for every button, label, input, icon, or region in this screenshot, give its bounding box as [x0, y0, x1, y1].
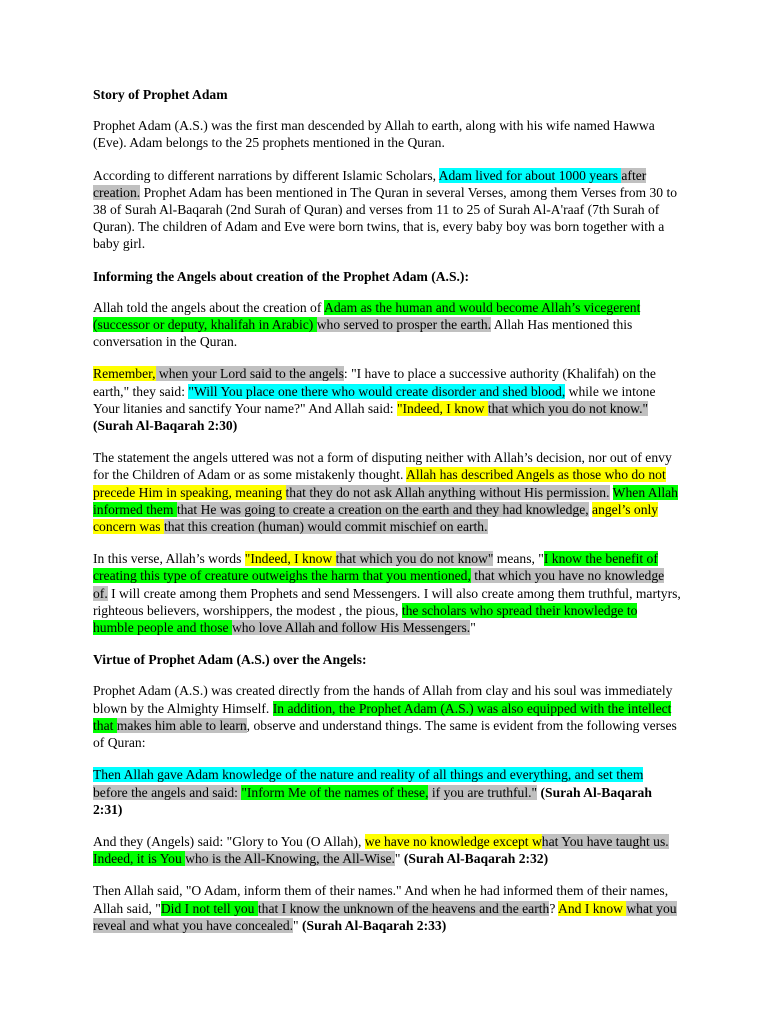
- text-run: And they (Angels) said: "Glory to You (O Allah),: [93, 833, 365, 849]
- text-run: Prophet Adam has been mentioned in The Quran in several Verses, among them Verses from 30 to 38 of Surah Al-Baqarah (2nd Surah of Quran) and verses from 11 to 25 of Surah Al-A'raaf (7th Surah of Quran). The children of Adam and Eve were born twins, that is, every baby boy was born together with a baby girl.: [93, 184, 678, 252]
- text-run-cyan-highlight: Then Allah gave Adam knowledge of the nature and reality of all things and everything, and set them: [93, 767, 644, 783]
- text-run-green-highlight: When Allah informed them: [93, 484, 678, 517]
- text-run-gray-highlight: after creation.: [93, 167, 647, 200]
- text-run: Allah Has mentioned this conversation in the Quran.: [93, 317, 633, 350]
- text-run: ": [394, 851, 404, 867]
- text-run-gray-highlight: that which you have no knowledge of.: [93, 568, 665, 601]
- paragraph-verse-2-32: [93, 833, 681, 867]
- paragraph-creation-from-clay: [93, 682, 681, 751]
- text-run-green-highlight: Did I not tell you: [160, 900, 258, 916]
- text-run: The statement the angels uttered was not a form of disputing neither with Allah’s decision, nor out of envy for the Children of Adam or as some mistakenly thought.: [93, 450, 672, 483]
- text-run: In this verse, Allah’s words: [93, 551, 245, 567]
- text-run-green-highlight: In addition, the Prophet Adam (A.S.) was also equipped with the intellect that: [93, 700, 672, 733]
- text-run: : "I have to place a successive authority (Khalifah) on the earth," they said:: [93, 366, 656, 399]
- paragraph-allah-told-angels: [93, 299, 681, 351]
- paragraph-angels-statement: [93, 449, 681, 535]
- document-page: [93, 86, 681, 949]
- text-run-gray-highlight: what you reveal and what you have concealed.: [93, 900, 677, 933]
- text-run-gray-highlight: that which you do not know": [335, 551, 494, 567]
- text-run-green-highlight: "Inform Me of the names of these,: [241, 784, 429, 800]
- text-run-yellow-highlight: And I know: [558, 900, 627, 916]
- citation-text: (Surah Al-Baqarah 2:30): [93, 418, 238, 434]
- text-run-green-highlight: Adam as the human and would become Allah’s vicegerent (successor or deputy, khalifah in Arabic): [93, 299, 641, 333]
- text-run-yellow-highlight: Remember,: [93, 366, 156, 382]
- text-run: Prophet Adam (A.S.) was created directly from the hands of Allah from clay and his soul was immediately blown by the Almighty Himself.: [93, 683, 673, 716]
- text-run-yellow-highlight: "Indeed, I know: [396, 400, 488, 416]
- document-title: Story of Prophet Adam: [93, 87, 228, 102]
- citation-text: (Surah Al-Baqarah 2:32): [403, 851, 549, 867]
- text-run-yellow-highlight: we have no knowledge except w: [364, 833, 542, 849]
- section-heading-informing-angels: Informing the Angels about creation of the Prophet Adam (A.S.):: [93, 268, 469, 284]
- paragraph-verse-2-31: [93, 766, 681, 818]
- text-run: Then Allah said, "O Adam, inform them of their names." And when he had informed them of their names, Allah said, ": [93, 883, 669, 916]
- text-run: ": [470, 620, 476, 636]
- text-run-gray-highlight: when your Lord said to the angels: [155, 366, 344, 382]
- text-run-gray-highlight: who love Allah and follow His Messengers.: [231, 620, 471, 636]
- text-run: Allah told the angels about the creation of: [93, 299, 325, 315]
- text-run: means, ": [493, 551, 544, 567]
- text-run: I will create among them Prophets and send Messengers. I will also create among them truthful, martyrs, righteous believers, worshippers, the modest , the pious,: [93, 585, 681, 618]
- text-run: ": [293, 917, 302, 933]
- paragraph-verse-2-30: [93, 365, 681, 434]
- text-run-yellow-highlight: "Indeed, I know: [244, 551, 336, 567]
- text-run-gray-highlight: makes him able to learn: [116, 717, 247, 733]
- text-run-yellow-highlight: Allah has described Angels as those who do not precede Him in speaking, meaning: [93, 467, 666, 500]
- text-run-gray-highlight: hat You have taught us.: [541, 833, 669, 849]
- paragraph-narrations: [93, 167, 681, 253]
- text-run-gray-highlight: that He was going to create a creation on the earth and they had knowledge,: [176, 501, 589, 517]
- text-run-gray-highlight: who served to prosper the earth.: [316, 317, 492, 333]
- citation-text: (Surah Al-Baqarah 2:31): [93, 784, 652, 817]
- citation-text: (Surah Al-Baqarah 2:33): [301, 917, 447, 933]
- text-run-green-highlight: Indeed, it is You: [93, 851, 186, 867]
- text-run-gray-highlight: that this creation (human) would commit mischief on earth.: [163, 519, 488, 535]
- text-run-green-highlight: the scholars who spread their knowledge to humble people and those: [93, 602, 638, 636]
- text-run-gray-highlight: if you are truthful.": [428, 784, 538, 800]
- text-run: , observe and understand things. The same is evident from the following verses of Quran:: [93, 717, 677, 751]
- section-heading-virtue: Virtue of Prophet Adam (A.S.) over the Angels:: [93, 652, 367, 668]
- paragraph-verse-2-33: [93, 882, 681, 934]
- text-run-green-highlight: I know the benefit of creating this type of creature outweighs the harm that you mentioned,: [93, 551, 658, 584]
- text-run-yellow-highlight: angel’s only concern was: [93, 501, 659, 535]
- paragraph-verse-explanation: [93, 550, 681, 636]
- text-run-gray-highlight: before the angels and said:: [93, 784, 242, 800]
- text-run: ?: [549, 900, 559, 916]
- text-run: According to different narrations by different Islamic Scholars,: [93, 167, 439, 183]
- paragraph-intro: Prophet Adam (A.S.) was the first man descended by Allah to earth, along with his wife named Hawwa (Eve). Adam belongs to the 25 prophets mentioned in the Quran.: [93, 118, 655, 151]
- text-run-gray-highlight: that which you do not know.": [487, 400, 649, 416]
- text-run: while we intone Your litanies and sanctify Your name?" And Allah said:: [93, 383, 656, 416]
- text-run-cyan-highlight: Adam lived for about 1000 years: [438, 167, 622, 183]
- text-run-gray-highlight: who is the All-Knowing, the All-Wise.: [185, 851, 395, 867]
- text-run-gray-highlight: that I know the unknown of the heavens and the earth: [257, 900, 550, 916]
- text-run-cyan-highlight: "Will You place one there who would create disorder and shed blood,: [188, 383, 566, 399]
- text-run-gray-highlight: that they do not ask Allah anything without His permission.: [285, 484, 610, 500]
